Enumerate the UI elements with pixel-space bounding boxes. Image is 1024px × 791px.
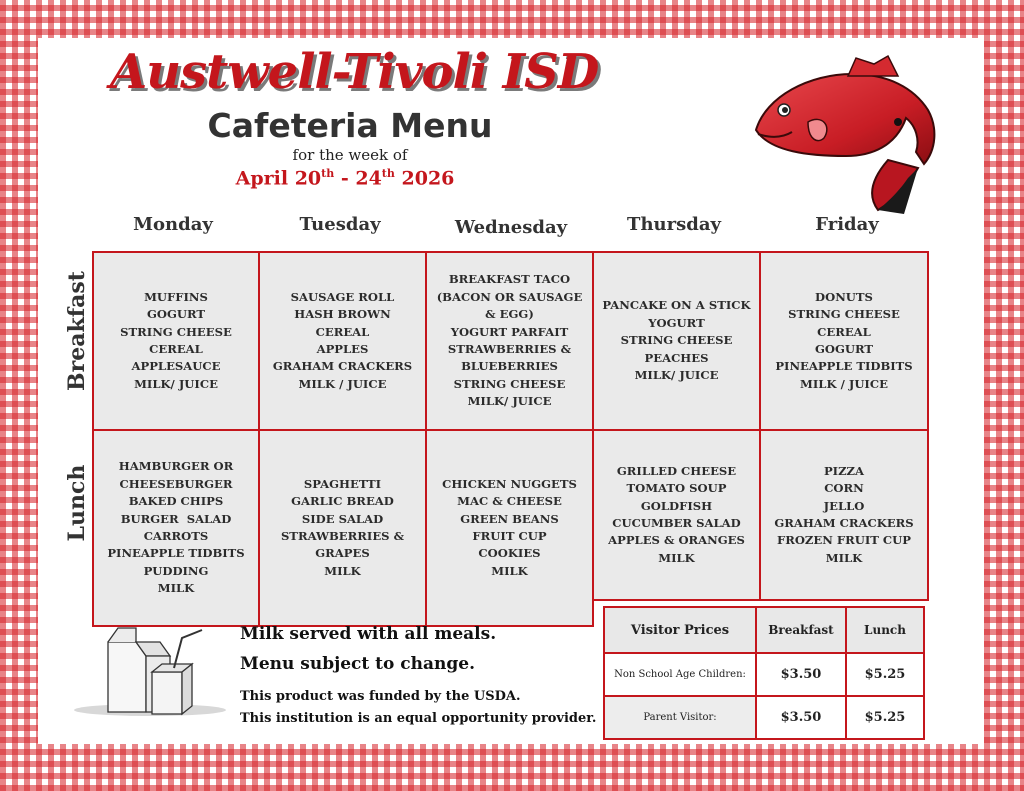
- price-lunch: $5.25: [846, 696, 924, 739]
- prices-header-lunch: Lunch: [846, 607, 924, 653]
- note-equal-opportunity: This institution is an equal opportunity provider.: [240, 711, 597, 726]
- menu-item: PINEAPPLE TIDBITS: [107, 546, 245, 561]
- menu-item: GOGURT: [814, 342, 874, 356]
- redfish-mascot-icon: [748, 52, 942, 218]
- menu-item: STRING CHEESE: [788, 307, 900, 322]
- price-lunch: $5.25: [846, 653, 924, 696]
- menu-item: SIDE SALAD: [301, 511, 384, 526]
- menu-item: APPLES: [316, 342, 369, 356]
- menu-item: GOGURT: [146, 307, 206, 322]
- menu-item: TOMATO SOUP: [626, 481, 727, 496]
- menu-item: GRAHAM CRACKERS: [272, 359, 413, 374]
- week-dates: April 20th - 24th 2026: [235, 167, 455, 190]
- menu-item: STRAWBERRIES &: [280, 529, 405, 543]
- menu-item: GOLDFISH: [640, 498, 713, 513]
- menu-item: FRUIT CUP: [472, 529, 547, 543]
- menu-item: MILK: [324, 563, 361, 578]
- lunch-thursday: [592, 429, 761, 601]
- day-tuesday: Tuesday: [299, 214, 381, 235]
- lunch-wednesday: [425, 429, 594, 627]
- menu-item: MILK/ JUICE: [134, 376, 218, 391]
- breakfast-wednesday: [425, 251, 594, 431]
- menu-item: COOKIES: [478, 546, 541, 561]
- menu-item: CEREAL: [149, 342, 203, 356]
- menu-item: STRING CHEESE: [453, 376, 566, 391]
- menu-item: PINEAPPLE TIDBITS: [775, 359, 913, 374]
- menu-item: & EGG): [485, 307, 534, 322]
- menu-item: BREAKFAST TACO: [448, 272, 571, 287]
- menu-item: YOGURT PARFAIT: [450, 324, 569, 339]
- menu-item: GRAPES: [315, 546, 370, 561]
- breakfast-tuesday: [258, 251, 427, 431]
- menu-item: SPAGHETTI: [303, 476, 382, 491]
- lunch-monday: [92, 429, 260, 627]
- menu-item: BLUEBERRIES: [461, 359, 558, 374]
- menu-item: HAMBURGER OR: [118, 459, 234, 474]
- menu-item: MILK/ JUICE: [467, 394, 552, 409]
- menu-item: APPLESAUCE: [131, 359, 221, 374]
- day-thursday: Thursday: [627, 214, 721, 235]
- breakfast-monday: [92, 251, 260, 431]
- breakfast-friday: [759, 251, 929, 431]
- page-title: Cafeteria Menu: [207, 106, 493, 145]
- price-breakfast: $3.50: [756, 696, 846, 739]
- price-breakfast: $3.50: [756, 653, 846, 696]
- menu-item: GRAHAM CRACKERS: [774, 516, 914, 530]
- menu-item: CEREAL: [315, 324, 370, 339]
- menu-item: BAKED CHIPS: [128, 494, 224, 509]
- prices-header-breakfast: Breakfast: [756, 607, 846, 653]
- menu-item: CARROTS: [143, 529, 209, 543]
- menu-item: SAUSAGE ROLL: [290, 289, 395, 304]
- menu-item: MILK: [825, 550, 863, 565]
- note-change: Menu subject to change.: [240, 654, 475, 674]
- note-milk: Milk served with all meals.: [240, 624, 497, 644]
- row-label-lunch: Lunch: [64, 464, 90, 542]
- day-friday: Friday: [815, 214, 879, 235]
- menu-item: PUDDING: [143, 563, 209, 578]
- menu-item: CUCUMBER SALAD: [612, 516, 741, 530]
- menu-item: GRILLED CHEESE: [616, 463, 737, 478]
- menu-item: MILK: [157, 581, 195, 596]
- note-usda: This product was funded by the USDA.: [240, 689, 521, 704]
- menu-item: MAC & CHEESE: [457, 494, 562, 509]
- breakfast-thursday: [592, 251, 761, 431]
- day-monday: Monday: [133, 214, 213, 235]
- menu-item: CEREAL: [817, 324, 871, 339]
- menu-item: APPLES & ORANGES: [608, 533, 745, 548]
- menu-item: GREEN BEANS: [460, 511, 559, 526]
- prices-row-label: Non School Age Children:: [604, 653, 756, 696]
- menu-item: CHICKEN NUGGETS: [442, 476, 577, 491]
- menu-item: DONUTS: [815, 289, 873, 304]
- menu-item: CHEESEBURGER: [119, 476, 233, 491]
- menu-item: STRING CHEESE: [620, 333, 733, 348]
- menu-item: PANCAKE ON A STICK: [602, 298, 751, 313]
- menu-item: MILK: [491, 563, 528, 578]
- menu-grid: [92, 251, 929, 627]
- menu-item: BURGER SALAD: [120, 511, 232, 526]
- prices-row-label: Parent Visitor:: [604, 696, 756, 739]
- menu-item: MUFFINS: [144, 289, 208, 304]
- menu-item: PEACHES: [644, 350, 709, 365]
- menu-item: JELLO: [823, 498, 865, 513]
- menu-item: CORN: [824, 481, 864, 496]
- lunch-tuesday: [258, 429, 427, 627]
- day-wednesday: Wednesday: [454, 217, 568, 238]
- menu-item: STRING CHEESE: [120, 324, 232, 339]
- school-name: Austwell-Tivoli ISD: [110, 44, 599, 100]
- menu-item: HASH BROWN: [294, 307, 391, 322]
- week-of-label: for the week of: [292, 146, 408, 164]
- menu-item: MILK / JUICE: [298, 376, 387, 391]
- row-label-breakfast: Breakfast: [64, 271, 90, 391]
- lunch-friday: [759, 429, 929, 601]
- prices-header-label: Visitor Prices: [604, 607, 756, 653]
- menu-item: (BACON OR SAUSAGE: [436, 289, 583, 304]
- menu-item: PIZZA: [823, 463, 865, 478]
- menu-item: YOGURT: [648, 315, 705, 330]
- menu-item: MILK / JUICE: [800, 376, 888, 391]
- menu-item: MILK/ JUICE: [634, 368, 719, 383]
- menu-item: MILK: [658, 550, 695, 565]
- visitor-prices-table: [603, 606, 925, 740]
- menu-item: GARLIC BREAD: [291, 494, 394, 509]
- milk-carton-icon: [70, 622, 230, 722]
- menu-item: FROZEN FRUIT CUP: [776, 533, 911, 548]
- menu-item: STRAWBERRIES &: [447, 342, 572, 356]
